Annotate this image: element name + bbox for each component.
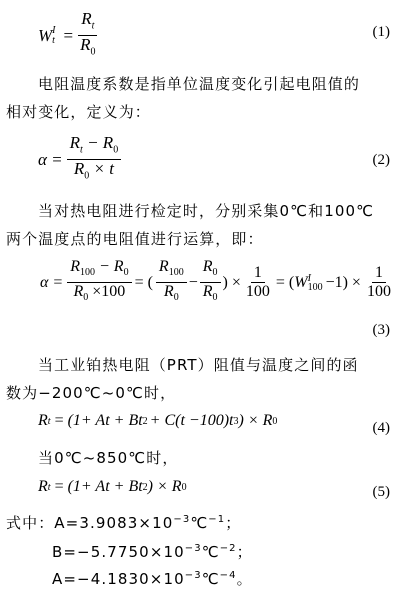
- equation-3: α = $\frac{R_{100} - R_0}{R_0 \times 100}$ = ( $\frac{R_{100}}{R_0}$ − $\frac{R_0}{R_0}$ ) × $\frac{1}{100}$ = (W I 100 −1) × $\frac{1}{100}$: [40, 258, 391, 304]
- fraction: $\frac{R_t - R_0}{R_0 \times t}$: [67, 134, 122, 186]
- paragraph-line: 相对变化，定义为：: [6, 103, 151, 121]
- fraction: $\frac{R_t}{R_0}$: [80, 9, 96, 58]
- paragraph-line: 当工业铂热电阻（PRT）阻值与温度之间的函: [38, 356, 359, 374]
- paragraph-line: 当对热电阻进行检定时，分别采集0℃和100℃: [38, 202, 375, 220]
- paragraph-line: 电阻温度系数是指单位温度变化引起电阻值的: [38, 75, 361, 93]
- paragraph-line: 两个温度点的电阻值进行运算，即：: [6, 230, 264, 248]
- equation-4: R t = (1+ At + Bt 2 + C(t −100)t 3 ) × R 0: [38, 412, 278, 429]
- equation-number: (1): [372, 24, 390, 40]
- equation-number: (2): [372, 152, 390, 168]
- equation-number: (3): [372, 322, 390, 338]
- coefficient-c: $A=-4.1830\times 10^{-3}℃^{-4}$。: [52, 570, 253, 588]
- equation-1: W I t = $\frac{R_t}{R_0}$: [38, 10, 99, 62]
- equation-2: α = $\frac{R_t - R_0}{R_0 \times t}$: [38, 134, 121, 186]
- equation-number: (4): [372, 420, 390, 436]
- coefficient-b: $B=-5.7750\times 10^{-3}℃^{-2}$；: [52, 543, 253, 561]
- paragraph-line: 数为−200℃~0℃时，: [6, 384, 177, 402]
- equation-5: R t = (1+ At + Bt 2 ) × R 0: [38, 478, 187, 495]
- coefficient-a: 式中：$A=3.9083\times 10^{-3}℃^{-1}$；: [6, 514, 242, 532]
- paragraph-line: 当0℃~850℃时，: [38, 449, 179, 467]
- equation-number: (5): [372, 484, 390, 500]
